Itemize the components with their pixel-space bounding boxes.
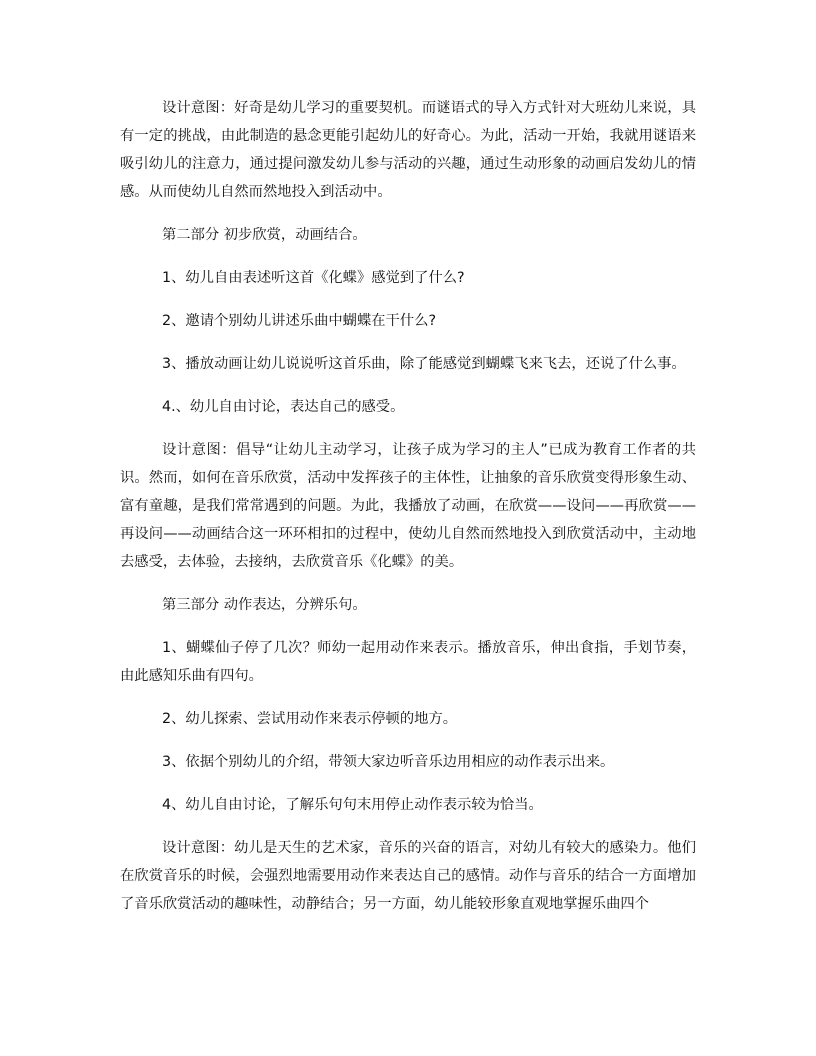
paragraph-design-intent-1: 设计意图：好奇是幼儿学习的重要契机。而谜语式的导入方式针对大班幼儿来说，具有一定的挑战，由此制造的悬念更能引起幼儿的好奇心。为此，活动一开始，我就用谜语来吸引幼儿的注意力，通过提问激发幼儿参与活动的兴趣，通过生动形象的动画启发幼儿的情感。从而使幼儿自然而然地投入到活动中。 xyxy=(120,100,696,200)
section-heading-part-2: 第二部分 初步欣赏，动画结合。 xyxy=(162,227,367,243)
list-item-part2-1: 1、幼儿自由表述听这首《化蝶》感觉到了什么? xyxy=(162,270,465,286)
list-item-part2-4: 4.、幼儿自由讨论，表达自己的感受。 xyxy=(162,399,405,415)
list-item-part3-3: 3、依据个别幼儿的介绍，带领大家边听音乐边用相应的动作表示出来。 xyxy=(162,754,615,770)
list-item-part3-4: 4、幼儿自由讨论，了解乐句句末用停止动作表示较为恰当。 xyxy=(162,797,543,813)
list-item-part3-1: 1、蝴蝶仙子停了几次？师幼一起用动作来表示。播放音乐，伸出食指，手划节奏，由此感知乐曲有四句。 xyxy=(120,640,696,684)
list-item-part2-2: 2、邀请个别幼儿讲述乐曲中蝴蝶在干什么? xyxy=(162,313,437,329)
document-body xyxy=(120,94,696,918)
paragraph-design-intent-2: 设计意图：倡导“让幼儿主动学习，让孩子成为学习的主人”已成为教育工作者的共识。然而，如何在音乐欣赏，活动中发挥孩子的主体性，让抽象的音乐欣赏变得形象生动、富有童趣，是我们常常遇到的问题。为此，我播放了动画，在欣赏——设问——再欣赏——再设问——动画结合这一环环相扣的过程中，使幼儿自然而然地投入到欣赏活动中，主动地去感受，去体验，去接纳，去欣赏音乐《化蝶》的美。 xyxy=(120,442,696,570)
list-item-part3-2: 2、幼儿探索、尝试用动作来表示停顿的地方。 xyxy=(162,711,458,727)
section-heading-part-3: 第三部分 动作表达，分辨乐句。 xyxy=(162,597,367,613)
list-item-part2-3: 3、播放动画让幼儿说说听这首乐曲，除了能感觉到蝴蝶飞来飞去，还说了什么事。 xyxy=(162,356,686,372)
paragraph-design-intent-3: 设计意图：幼儿是天生的艺术家，音乐的兴奋的语言，对幼儿有较大的感染力。他们在欣赏音乐的时候，会强烈地需要用动作来表达自己的感情。动作与音乐的结合一方面增加了音乐欣赏活动的趣味性，动静结合；另一方面，幼儿能较形象直观地掌握乐曲四个 xyxy=(120,840,696,912)
